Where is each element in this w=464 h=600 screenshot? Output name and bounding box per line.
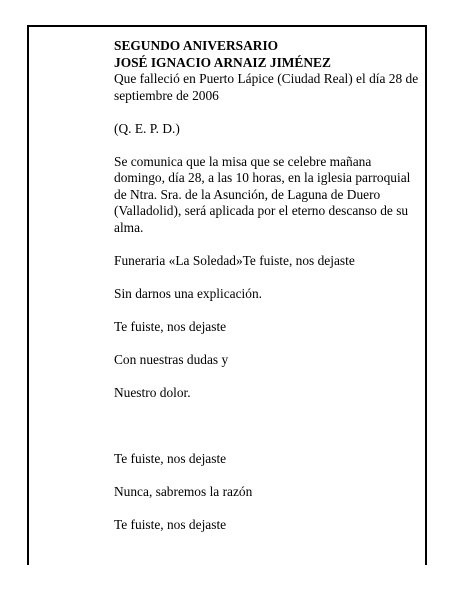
- intro-paragraph: Que falleció en Puerto Lápice (Ciudad Real) el día 28 de septiembre de 2006: [114, 71, 419, 103]
- funeraria-paragraph: Funeraria «La Soledad»Te fuiste, nos dejaste: [114, 252, 355, 268]
- mass-paragraph: Se comunica que la misa que se celebre mañana domingo, día 28, a las 10 horas, en la iglesia parroquial de Ntra. Sra. de la Asunción, de Laguna de Duero (Valladolid), será aplicada por el eterno descanso de su alma.: [114, 153, 411, 235]
- verse-6: Nunca, sabremos la razón: [114, 483, 253, 499]
- verse-3: Con nuestras dudas y: [114, 351, 229, 367]
- verse-4: Nuestro dolor.: [114, 384, 191, 400]
- verse-5: Te fuiste, nos dejaste: [114, 450, 227, 466]
- verse-2: Te fuiste, nos dejaste: [114, 318, 227, 334]
- document-content: [114, 38, 424, 550]
- heading-line-2: JOSÉ IGNACIO ARNAIZ JIMÉNEZ: [114, 54, 331, 70]
- verse-1: Sin darnos una explicación.: [114, 285, 263, 301]
- verse-7: Te fuiste, nos dejaste: [114, 516, 227, 532]
- qepd-paragraph: (Q. E. P. D.): [114, 120, 180, 136]
- heading-line-1: SEGUNDO ANIVERSARIO: [114, 38, 279, 53]
